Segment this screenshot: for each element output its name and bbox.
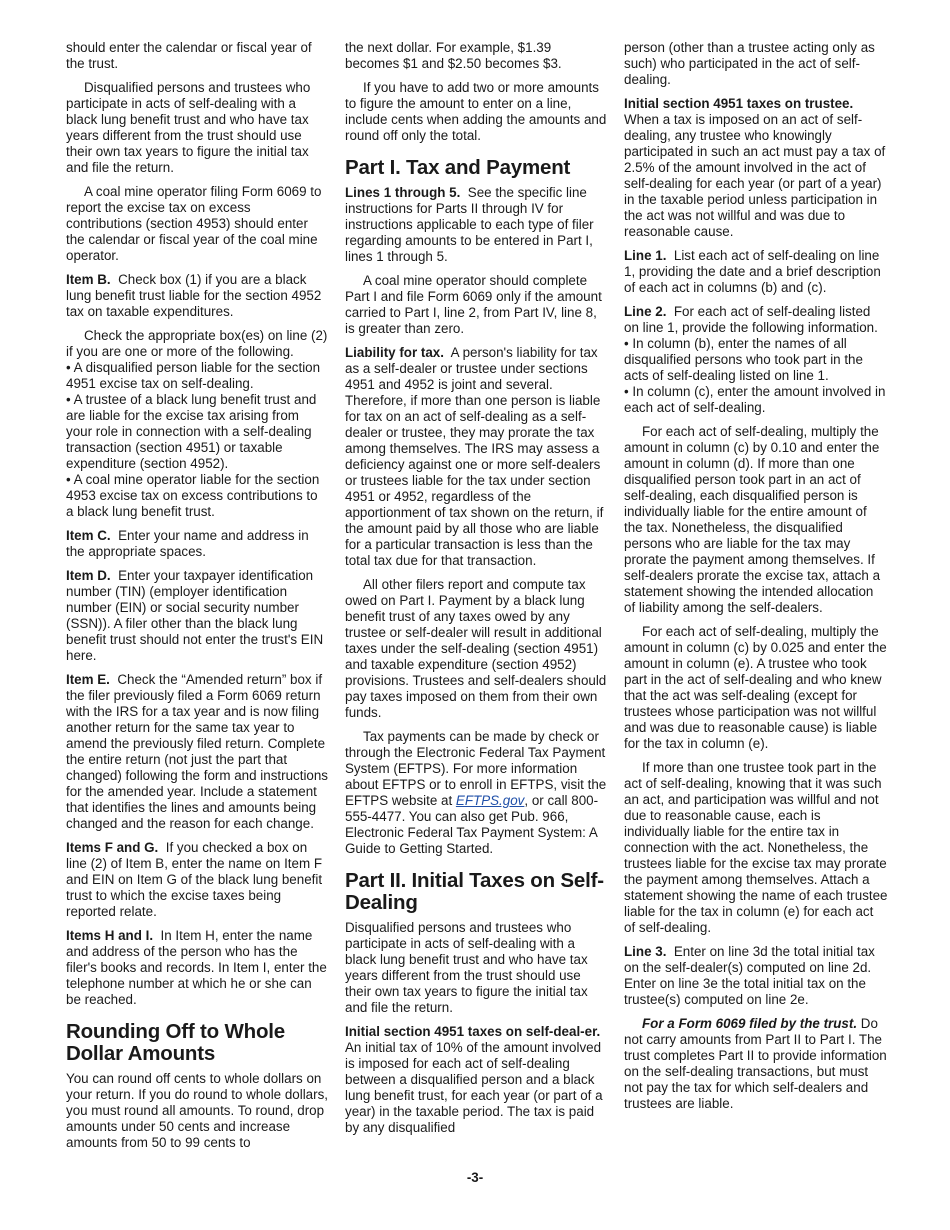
line-3-paragraph <box>624 944 888 1008</box>
paragraph: should enter the calendar or fiscal year of the trust. <box>66 40 312 71</box>
line-1-text: List each act of self-dealing on line 1, providing the date and a brief description of each act in columns (b) and (c). <box>624 248 881 295</box>
paragraph: You can round off cents to whole dollars on your return. If you do round to whole dollars, you must round all amounts. To round, drop amounts under 50 cents and increase amounts from 50 to 99 cents to <box>66 1071 329 1150</box>
bullet-item: • A trustee of a black lung benefit trust and are liable for the excise tax arising from your role in connection with a self-dealing transaction (section 4951) or taxable expenditure (section 4952). <box>66 392 317 471</box>
initial-trustee-paragraph <box>624 96 888 240</box>
item-b-text: Check box (1) if you are a black lung benefit trust liable for the section 4952 tax on taxable expenditures. <box>66 272 322 319</box>
initial-self-dealer-text: An initial tax of 10% of the amount involved is imposed for each act of self-dealing between a disqualified person and a black lung benefit trust, for each year (or part of a year) in the taxable period. The tax is paid by any disqualified <box>345 1040 603 1135</box>
item-b-paragraph <box>66 272 328 320</box>
item-c-heading: Item C. <box>66 528 111 543</box>
trust-filing-heading: For a Form 6069 filed by the trust. <box>642 1016 858 1031</box>
items-f-g-heading: Items F and G. <box>66 840 159 855</box>
paragraph: Disqualified persons and trustees who participate in acts of self-dealing with a black lung benefit trust and who have tax years different from the trust should use their own tax years to figure the initial tax and file the return. <box>345 920 588 1015</box>
section-heading-part-2: Part II. Initial Taxes on Self-Dealing <box>345 869 604 914</box>
bullet-item: • A disqualified person liable for the section 4951 excise tax on self-dealing. <box>66 360 321 391</box>
paragraph: A coal mine operator filing Form 6069 to report the excise tax on excess contributions (section 4953) should enter the calendar or fiscal year of the coal mine operator. <box>66 184 322 263</box>
paragraph: For each act of self-dealing, multiply the amount in column (c) by 0.10 and enter the amount in column (d). If more than one disqualified person took part in an act of self-dealing, each disqualified person is individually liable for the entire amount of the tax. Nonetheless, the disqualified persons who are liable for the tax may prorate the payment among themselves. If self-dealers prorate the excise tax, attach a statement showing the intended allocation of liability among the self-dealers. <box>624 424 881 615</box>
line-2-paragraph <box>624 304 888 336</box>
column-3 <box>624 40 888 1120</box>
item-e-paragraph <box>66 672 328 832</box>
bullet-item: • In column (b), enter the names of all disqualified persons who took part in the acts of self-dealing listed on line 1. <box>624 336 863 383</box>
initial-trustee-text: When a tax is imposed on an act of self-dealing, any trustee who knowingly participated in such an act must pay a tax of 2.5% of the amount involved in the act of self-dealing for each year (or part of a year) in the taxable period unless participation in the act was not willful and was due to reasonable cause. <box>624 112 886 239</box>
paragraph: person (other than a trustee acting only as such) who participated in the act of self-dealing. <box>624 40 875 87</box>
line-3-text: Enter on line 3d the total initial tax on the self-dealer(s) computed on line 2d. Enter on line 3e the total initial tax on the trustee(s) computed on line 2e. <box>624 944 875 1007</box>
paragraph: A coal mine operator should complete Part I and file Form 6069 only if the amount carried to Part I, line 2, from Part IV, line 8, is greater than zero. <box>345 273 602 336</box>
column-2 <box>345 40 607 1144</box>
items-f-g-paragraph <box>66 840 328 920</box>
line-3-heading: Line 3. <box>624 944 667 959</box>
lines-1-5-heading: Lines 1 through 5. <box>345 185 461 200</box>
paragraph: If more than one trustee took part in the act of self-dealing, knowing that it was such an act, and participation was willful and not due to reasonable cause, each is individually liable for the entire tax in connection with the act. Nonetheless, the trustees liable for the excise tax may prorate the payment among themselves. Attach a statement showing the name of each trustee liable for the tax in column (e) for each act of self-dealing. <box>624 760 888 935</box>
line-2-text: For each act of self-dealing listed on line 1, provide the following information. <box>624 304 878 335</box>
paragraph: Disqualified persons and trustees who participate in acts of self-dealing with a black lung benefit trust and who have tax years different from the trust should use their own tax years to figure the initial tax and file the return. <box>66 80 311 175</box>
items-h-i-text: In Item H, enter the name and address of the person who has the filer's books and records. In Item I, enter the telephone number at which he or she can be reached. <box>66 928 327 1007</box>
item-d-heading: Item D. <box>66 568 111 583</box>
line-1-paragraph <box>624 248 888 296</box>
line-1-heading: Line 1. <box>624 248 667 263</box>
items-h-i-heading: Items H and I. <box>66 928 154 943</box>
items-h-i-paragraph <box>66 928 328 1008</box>
paragraph: the next dollar. For example, $1.39 becomes $1 and $2.50 becomes $3. <box>345 40 562 71</box>
eftps-link[interactable]: EFTPS.gov <box>455 793 525 808</box>
line-2-heading: Line 2. <box>624 304 667 319</box>
eftps-text: Tax payments can be made by check or through the Electronic Federal Tax Payment System (EFTPS). For more information about EFTPS or to enroll in EFTPS, visit the EFTPS website at <box>345 729 607 808</box>
section-heading-part-1: Part I. Tax and Payment <box>345 156 571 179</box>
item-d-paragraph <box>66 568 328 664</box>
paragraph: All other filers report and compute tax owed on Part I. Payment by a black lung benefit trust of any taxes owed by any trustee or self-dealer will result in additional taxes under the self-dealing (section 4951) and taxable expenditure (section 4952) provisions. Trustees and self-dealers should pay taxes imposed on them from their own funds. <box>345 577 607 720</box>
paragraph: Check the appropriate box(es) on line (2) if you are one or more of the following. <box>66 328 328 359</box>
trust-filing-paragraph <box>624 1016 888 1112</box>
item-e-heading: Item E. <box>66 672 110 687</box>
eftps-text-cont: , or call 800-555-4477. You can also get Pub. 966, Electronic Federal Tax Payment System: A Guide to Getting Started. <box>345 793 599 856</box>
paragraph: For each act of self-dealing, multiply the amount in column (c) by 0.025 and enter the amount in column (e). A trustee who took part in the act of self-dealing and who knew that the act was self-dealing (except for trustees whose participation was not willful and was due to reasonable cause) is liable for the tax in column (e). <box>624 624 887 751</box>
initial-self-dealer-heading: Initial section 4951 taxes on self-deal-er. <box>345 1024 601 1039</box>
liability-paragraph <box>345 345 607 569</box>
lines-1-5-paragraph <box>345 185 607 265</box>
bullet-item: • In column (c), enter the amount involved in each act of self-dealing. <box>624 384 886 415</box>
initial-self-dealer-paragraph <box>345 1024 607 1136</box>
bullet-item: • A coal mine operator liable for the section 4953 excise tax on excess contributions to a black lung benefit trust. <box>66 472 320 519</box>
column-1 <box>66 40 328 1159</box>
page-number: -3- <box>466 1170 484 1185</box>
section-heading-rounding: Rounding Off to Whole Dollar Amounts <box>66 1020 285 1065</box>
eftps-paragraph <box>345 729 607 857</box>
item-c-paragraph <box>66 528 328 560</box>
items-f-g-text: If you checked a box on line (2) of Item B, enter the name on Item F and EIN on Item G of the black lung benefit trust to which the excise taxes being reported relate. <box>66 840 323 919</box>
item-d-text: Enter your taxpayer identification number (TIN) (employer identification number (EIN) or social security number (SSN)). A filer other than the black lung benefit trust should not enter the trust's EIN here. <box>66 568 324 663</box>
trust-filing-text: Do not carry amounts from Part II to Part I. The trust completes Part II to provide information on the self-dealing transactions, but must not pay the tax for which self-dealers and trustees are liable. <box>624 1016 887 1111</box>
initial-trustee-heading: Initial section 4951 taxes on trustee. <box>624 96 854 111</box>
liability-heading: Liability for tax. <box>345 345 444 360</box>
lines-1-5-text: See the specific line instructions for Parts II through IV for instructions applicable to each type of filer regarding amounts to be entered in Part I, lines 1 through 5. <box>345 185 594 264</box>
item-e-text: Check the “Amended return” box if the filer previously filed a Form 6069 return with the IRS for a tax year and is now filing another return for the same tax year to amend the previously filed return. Complete the entire return (not just the part that changed) following the form and instructions for the amended year. Include a statement that identifies the lines and amounts being changed and the reason for each change. <box>66 672 329 831</box>
liability-text: A person's liability for tax as a self-dealer or trustee under sections 4951 and 4952 is joint and several. Therefore, if more than one person is liable for tax on an act of self-dealing as a self-dealer or trustee, they may prorate the tax among themselves. The IRS may assess a deficiency against one or more self-dealers or trustees liable for the tax under section 4951 or 4952, regardless of the apportionment of tax shown on the return, if the amount paid by all those who are liable for a particular transaction is less than the total tax due for that transaction. <box>345 345 604 568</box>
item-b-heading: Item B. <box>66 272 111 287</box>
item-c-text: Enter your name and address in the appropriate spaces. <box>66 528 309 559</box>
paragraph: If you have to add two or more amounts to figure the amount to enter on a line, include cents when adding the amounts and round off only the total. <box>345 80 607 143</box>
